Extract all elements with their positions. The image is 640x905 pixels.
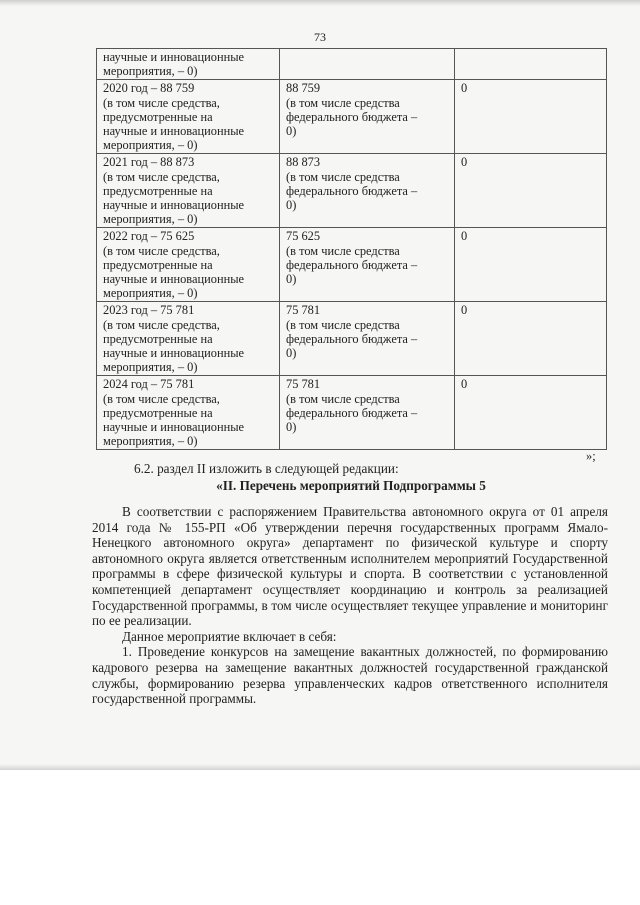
table-row — [97, 302, 607, 376]
table-cell-amount: 75 781 (в том числе средства федерального бюджета – 0) — [280, 302, 455, 376]
scan-edge-bottom — [0, 764, 640, 770]
table-cell-other — [455, 49, 607, 80]
paragraph: В соответствии с распоряжением Правительства автономного округа от 01 апреля 2014 года № 155-РП «Об утверждении перечня государственных программ Ямало-Ненецкого автономного округа» департамент по физической культуре и спорту автономного округа является ответственным исполнителем мероприятий Государственной программы в сфере физической культуры и спорта. В соответствии с установленной компетенцией департамент осуществляет координацию и контроль за реализацией Государственной программы, в том числе осуществляет текущее управление и мониторинг по ее реализации. — [92, 504, 608, 629]
table-cell-other: 0 — [455, 154, 607, 228]
body-text — [92, 504, 608, 707]
table-cell-other: 0 — [455, 80, 607, 154]
table-cell-period: 2023 год – 75 781 (в том числе средства, предусмотренные на научные и инновационные мероприятия, – 0) — [97, 302, 280, 376]
table-cell-other: 0 — [455, 302, 607, 376]
scan-edge-top — [0, 0, 640, 6]
table-row — [97, 49, 607, 80]
table-cell-period: 2022 год – 75 625 (в том числе средства, предусмотренные на научные и инновационные мероприятия, – 0) — [97, 228, 280, 302]
table-cell-period: научные и инновационные мероприятия, – 0) — [97, 49, 280, 80]
amendment-line: 6.2. раздел II изложить в следующей редакции: — [134, 461, 399, 476]
funding-table — [96, 48, 607, 450]
table-cell-other: 0 — [455, 376, 607, 450]
table-cell-period: 2024 год – 75 781 (в том числе средства, предусмотренные на научные и инновационные мероприятия, – 0) — [97, 376, 280, 450]
table-row — [97, 154, 607, 228]
table-cell-amount: 88 873 (в том числе средства федерального бюджета – 0) — [280, 154, 455, 228]
table-cell-period: 2020 год – 88 759 (в том числе средства, предусмотренные на научные и инновационные мероприятия, – 0) — [97, 80, 280, 154]
table-cell-amount: 88 759 (в том числе средства федерального бюджета – 0) — [280, 80, 455, 154]
table-cell-amount — [280, 49, 455, 80]
table-row — [97, 228, 607, 302]
table-cell-amount: 75 781 (в том числе средства федерального бюджета – 0) — [280, 376, 455, 450]
section-heading: «II. Перечень мероприятий Подпрограммы 5 — [216, 478, 486, 493]
table-cell-other: 0 — [455, 228, 607, 302]
paragraph: 1. Проведение конкурсов на замещение вакантных должностей, по формированию кадрового резерва на замещение вакантных должностей государственной гражданской службы, формированию резерва управленческих кадров ответственного исполнителя государственной программы. — [92, 644, 608, 707]
table-cell-period: 2021 год – 88 873 (в том числе средства, предусмотренные на научные и инновационные мероприятия, – 0) — [97, 154, 280, 228]
page-number: 73 — [314, 30, 326, 44]
table-cell-amount: 75 625 (в том числе средства федерального бюджета – 0) — [280, 228, 455, 302]
table-row — [97, 80, 607, 154]
paragraph: Данное мероприятие включает в себя: — [122, 628, 337, 644]
table-row — [97, 376, 607, 450]
closing-quote-mark: »; — [586, 449, 596, 463]
